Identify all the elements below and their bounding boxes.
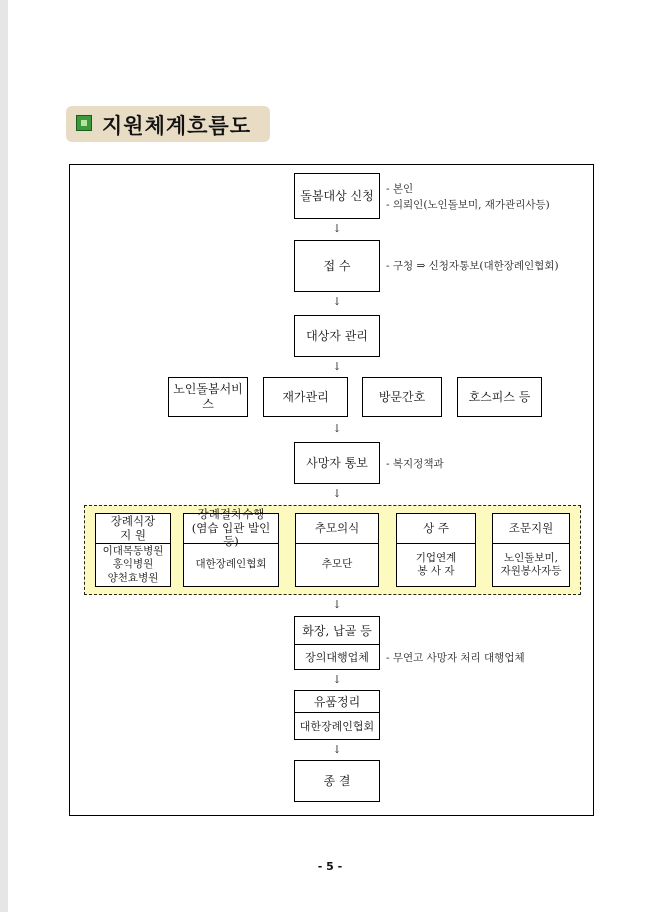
apply-box — [294, 173, 380, 219]
belongings-agency: 대한장례인협회 — [299, 720, 375, 733]
belongings-label: 유품정리 — [295, 691, 379, 713]
support-title — [96, 514, 170, 544]
support-title-line: 지 원 — [120, 527, 146, 542]
manage-box — [294, 315, 380, 357]
manage-label: 대상자 관리 — [306, 328, 368, 343]
section-heading — [66, 106, 270, 142]
support-body — [184, 544, 278, 586]
support-title-line: 장례식장 — [110, 513, 156, 528]
cremation-note: - 무연고 사망자 처리 대행업체 — [386, 652, 525, 664]
support-body-line: 노인돌보미, — [503, 551, 559, 564]
support-box-chief-mourner — [396, 513, 476, 587]
service-label: 재가관리 — [282, 389, 329, 404]
receive-box — [294, 240, 380, 292]
service-box-home-care — [263, 377, 348, 417]
support-box-condolence — [492, 513, 570, 587]
arrow-down: ↓ — [332, 673, 342, 686]
support-body — [397, 544, 475, 586]
support-title-line: (염습 입관 발인 등) — [191, 520, 271, 549]
support-title-line: 상 주 — [423, 520, 449, 535]
cremation-agency: 장의대행업체 — [305, 651, 369, 664]
arrow-down: ↓ — [332, 598, 342, 611]
arrow-down: ↓ — [332, 360, 342, 373]
receive-label: 접 수 — [323, 258, 351, 273]
cremation-box — [294, 616, 380, 670]
support-body-line: 대한장례인협회 — [195, 558, 267, 571]
support-body-line: 추모단 — [321, 558, 353, 571]
apply-note-referrer: - 의뢰인(노인돌보미, 재가관리사등) — [386, 199, 550, 212]
belongings-box — [294, 690, 380, 740]
support-title-line: 조문지원 — [508, 520, 554, 535]
support-title — [184, 506, 278, 549]
service-label: 방문간호 — [378, 389, 426, 404]
page-number: - 5 - — [317, 860, 343, 873]
apply-notes — [386, 181, 550, 214]
death-notice-note: - 복지정책과 — [386, 458, 444, 470]
service-box-elder-care — [168, 377, 248, 417]
support-box-memorial — [295, 513, 379, 587]
support-body-line: 자원봉사자등 — [500, 565, 562, 577]
service-label: 노인돌봄서비스 — [173, 382, 243, 411]
support-body — [493, 544, 569, 586]
support-body-line: 봉 사 자 — [417, 565, 455, 577]
receive-note: - 구청 ⇒ 신청자통보(대한장례인협회) — [386, 260, 559, 272]
death-notice-box — [294, 442, 380, 484]
arrow-down: ↓ — [332, 487, 342, 500]
end-box — [294, 760, 380, 802]
apply-note-self: - 본인 — [386, 183, 414, 195]
service-label: 호스피스 등 — [468, 389, 531, 404]
page-edge-shadow — [0, 0, 8, 912]
support-title-line: 추모의식 — [314, 520, 360, 535]
support-body — [96, 544, 170, 586]
arrow-down: ↓ — [332, 222, 342, 235]
cremation-label: 화장, 납골 등 — [295, 617, 379, 645]
apply-label: 돌봄대상 신청 — [300, 188, 374, 203]
support-body-line: 홍익병원 — [112, 558, 154, 571]
support-body-line: 이대목동병원 — [102, 545, 164, 558]
arrow-down: ↓ — [332, 743, 342, 756]
support-title — [493, 514, 569, 544]
support-body-line: 기업연계 — [415, 551, 457, 564]
support-title — [397, 514, 475, 544]
service-box-hospice — [457, 377, 542, 417]
end-label: 종 결 — [323, 773, 351, 788]
support-box-funeral-procedure — [183, 506, 279, 587]
arrow-down: ↓ — [332, 422, 342, 435]
support-box-funeral-hall — [95, 513, 171, 587]
support-title — [296, 514, 378, 544]
support-title-line: 장례절차수행 — [197, 506, 265, 521]
support-body-line: 양천효병원 — [107, 571, 159, 584]
green-square-bullet-icon — [76, 115, 92, 131]
service-box-home-nursing — [362, 377, 442, 417]
death-notice-label: 사망자 통보 — [306, 455, 368, 470]
support-body — [296, 544, 378, 586]
page-title: 지원체계흐름도 — [102, 114, 252, 138]
arrow-down: ↓ — [332, 295, 342, 308]
